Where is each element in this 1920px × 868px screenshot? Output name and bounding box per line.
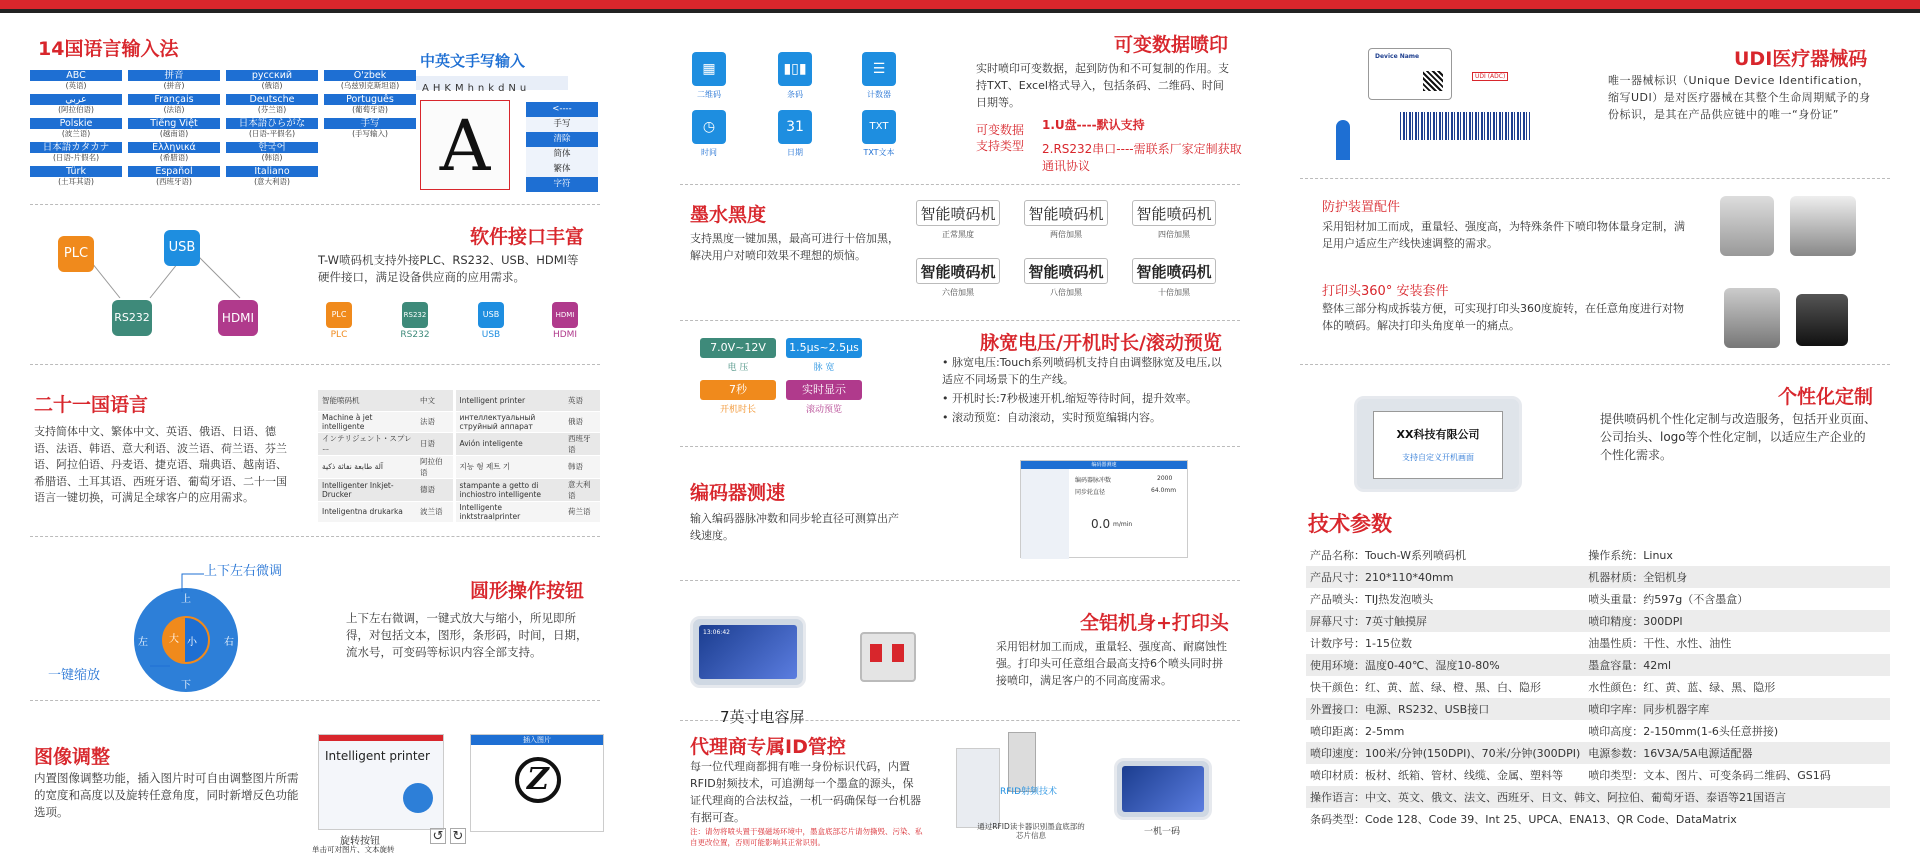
lang-desc: (土耳其语) (58, 177, 94, 186)
one-code-label: 一机一码 (1144, 827, 1181, 837)
spec-row (1306, 654, 1890, 676)
encoder-title: 编码器测速 (690, 482, 786, 504)
port-usb-label: USB (481, 330, 501, 340)
table-cell: 智能喷码机 (318, 390, 416, 411)
icon-label: 计数器 (867, 90, 891, 99)
variable-title: 可变数据喷印 (1114, 34, 1229, 56)
ink-level-label: 四倍加黑 (1158, 230, 1190, 239)
clock-icon: ◷ (692, 110, 726, 144)
lang-desc: (法语) (163, 105, 185, 114)
handwriting-letter: A (439, 105, 491, 187)
lang-name: O'zbek (324, 70, 416, 81)
ink-sample: 智能喷码机 (916, 200, 1000, 226)
handwriting-button[interactable]: <---- (526, 102, 598, 117)
qrcode-icon: ▦ (692, 52, 726, 86)
lang-desc: (芬兰语) (257, 105, 287, 114)
aluminum-title: 全铝机身+打印头 (1080, 612, 1229, 634)
spec-cell: 喷印类型：文本、图片、可变条码二维码、GS1码 (1584, 764, 1890, 786)
icon-label: 日期 (787, 148, 803, 157)
lang-name: Deutsche (226, 94, 318, 105)
candidate-key[interactable]: H (432, 83, 441, 94)
lang-name: Tiếng Việt (128, 118, 220, 129)
rotate-label: 旋转按钮 (340, 836, 380, 847)
lang-name: Português (324, 94, 416, 105)
encoder-row2: 同步轮直径 (1075, 489, 1106, 496)
table-cell: 德语 (416, 478, 454, 501)
table-cell: 荷兰语 (564, 501, 600, 522)
table-cell: Intelligente inktstraalprinter (454, 501, 564, 522)
candidate-key[interactable]: d (498, 83, 505, 94)
ink-level-item[interactable] (1132, 200, 1216, 240)
lang-name: русский (226, 70, 318, 81)
udi-device-name: Device Name (1375, 53, 1420, 60)
lang21-table (318, 390, 600, 523)
spec-cell: 操作语言：中文、英文、俄文、法文、西班牙、日文、韩文、阿拉伯、葡萄牙语、泰语等21国语言 (1306, 786, 1890, 808)
encoder-speed: 0.0 (1091, 517, 1111, 531)
table-cell: 意大利语 (564, 478, 600, 501)
spec-cell: 喷印字库：同步机器字库 (1584, 698, 1890, 720)
spec-cell: 墨盒容量：42ml (1584, 654, 1890, 676)
encoder-val1: 2000 (1157, 475, 1173, 482)
node-rs232: RS232 (112, 300, 152, 336)
spec-row (1306, 742, 1890, 764)
lang-item[interactable] (324, 118, 416, 139)
port-plc-icon: PLC (326, 302, 352, 328)
pulse-pill-label: 电 压 (727, 363, 749, 373)
lang-desc: (波兰语) (61, 129, 91, 138)
udi-barcode (1400, 112, 1530, 140)
udi-qr-icon (1423, 71, 1443, 91)
protect-part-image-2 (1790, 196, 1856, 256)
lang-desc: (日语-平假名) (248, 129, 296, 138)
spec-cell: 喷印距离：2-5mm (1306, 720, 1584, 742)
port-hdmi-label: HDMI (552, 330, 578, 340)
ink-level-label: 八倍加黑 (1050, 288, 1082, 297)
table-cell: интеллектуальный струйный аппарат (454, 411, 564, 432)
lang-desc: (阿拉伯语) (58, 105, 94, 114)
lang-item[interactable] (226, 70, 318, 91)
image-text: 内置图像调整功能，插入图片时可自由调整图片所需的宽度和高度以及旋转任意角度，同时新增反色功能选项。 (34, 771, 299, 819)
spec-cell: 屏幕尺寸：7英寸触摸屏 (1306, 610, 1584, 632)
ink-sample: 智能喷码机 (1024, 200, 1108, 226)
ink-level-item[interactable] (1132, 258, 1216, 298)
spec-row (1306, 544, 1890, 566)
table-cell: Intelligenter Inkjet-Drucker (318, 478, 416, 501)
port-hdmi-icon: HDMI (552, 302, 578, 328)
port-rs232-icon: RS232 (402, 302, 428, 328)
spec-row (1306, 720, 1890, 742)
lang-item[interactable] (324, 94, 416, 115)
lang-name: 한국어 (226, 142, 318, 153)
lang-item[interactable] (226, 94, 318, 115)
round-text: 上下左右微调，一键式放大与缩小，所见即所得，对包括文本，图形，条形码，时间，日期，流水号，可变码等标识内容全部支持。 (346, 611, 588, 659)
lang-desc: (西班牙语) (156, 177, 192, 186)
column-right (1300, 20, 1890, 868)
encoder-val2: 64.0mm (1151, 487, 1177, 494)
lang-desc: (手写输入) (352, 129, 388, 138)
insert-image-title: 插入图片 (471, 735, 603, 745)
lang-item[interactable] (226, 166, 318, 187)
spec-row (1306, 632, 1890, 654)
lang-name: 日本語ひらがな (226, 118, 318, 129)
txt-icon: TXT (862, 110, 896, 144)
spec-cell: 产品喷头：TIJ热发泡喷头 (1306, 588, 1584, 610)
spec-cell: 水性颜色：红、黄、蓝、绿、黑、隐形 (1584, 676, 1890, 698)
spec-cell: 产品名称：Touch-W系列喷码机 (1306, 544, 1584, 566)
table-cell: 지능 형 제트 기 (454, 455, 564, 478)
node-plc: PLC (58, 236, 94, 272)
protect-part-image (1720, 196, 1774, 256)
variable-type-label: 可变数据 支持类型 (976, 123, 1025, 153)
lang-name: Italiano (226, 166, 318, 177)
lang-name: عربي (30, 94, 122, 105)
lang-name: Español (128, 166, 220, 177)
ink-level-item[interactable] (1024, 258, 1108, 298)
spec-row (1306, 786, 1890, 808)
lang-name: 日本語カタカナ (30, 142, 122, 153)
table-cell: 波兰语 (416, 501, 454, 522)
id-note: 注：请勿将喷头置于强磁场环境中，墨盒底部芯片请勿撕毁、污染、私自更改位置，否则可能影响其正常识别。 (690, 827, 923, 847)
pulse-bullet: • 开机时长:7秒极速开机,缩短等待时间，提升效率。 (942, 392, 1198, 405)
ink-sample: 智能喷码机 (1132, 200, 1216, 226)
image-printer-text: Intelligent printer (325, 749, 430, 763)
spec-cell: 喷头重量：约597g（不含墨盒） (1584, 588, 1890, 610)
encoder-row1: 编码器脉冲数 (1075, 477, 1112, 484)
handwriting-button[interactable]: 简体 (526, 147, 598, 162)
handwriting-pad[interactable] (420, 100, 510, 190)
icon-label: TXT文本 (863, 148, 895, 157)
table-cell: 法语 (416, 411, 454, 432)
interface-text: T-W喷码机支持外接PLC、RS232、USB、HDMI等硬件接口，满足设备供应商的应用需求。 (318, 253, 579, 284)
zoom-out-button[interactable]: 小 (187, 637, 197, 648)
spec-cell: 喷印精度：300DPI (1584, 610, 1890, 632)
screen-label: 7英寸电容屏 (720, 708, 805, 726)
table-cell: 西班牙语 (564, 432, 600, 455)
lang-desc: (葡萄牙语) (352, 105, 388, 114)
spec-row (1306, 588, 1890, 610)
lang-input-title: 14国语言输入法 (38, 38, 179, 60)
id-text: 每一位代理商都拥有唯一身份标识代码，内置RFID射频技术，可追溯每一个墨盒的源头，保证代理商的合法权益，一机一码确保每一台机器有据可查。 (690, 760, 921, 824)
lang-name: Türk (30, 166, 122, 177)
lang-name: Ελληνικά (128, 142, 220, 153)
spec-table (1306, 544, 1890, 830)
ink-level-label: 两倍加黑 (1050, 230, 1082, 239)
round-label-zoom: 一键缩放 (48, 668, 101, 683)
custom-company: XX科技有限公司 (1396, 428, 1480, 441)
handwriting-title: 中英文手写输入 (420, 52, 526, 70)
spec-row (1306, 610, 1890, 632)
lang-item[interactable] (30, 94, 122, 115)
icon-label: 二维码 (697, 90, 721, 99)
table-row (318, 390, 600, 411)
barcode-icon: ▮▯▮ (778, 52, 812, 86)
rfid-label: RFID射频技术 (1000, 787, 1058, 797)
lang-item[interactable] (128, 94, 220, 115)
pulse-pill-label: 开机时长 (719, 405, 756, 415)
ink-sample: 智能喷码机 (1024, 258, 1108, 284)
head-kit-title: 打印头360° 安装套件 (1322, 284, 1449, 299)
spec-cell: 使用环境：温度0-40℃、湿度10-80% (1306, 654, 1584, 676)
lang-desc: (乌兹别克斯坦语) (340, 81, 400, 90)
lang-item[interactable] (30, 70, 122, 91)
lang-desc: (韩语) (261, 153, 283, 162)
table-cell: インテリジェント・スプレー (318, 432, 416, 455)
pulse-title: 脉宽电压/开机时长/滚动预览 (980, 332, 1222, 354)
variable-type-1: 1.U盘----默认支持 (1042, 118, 1145, 132)
lang-desc: (英语) (65, 81, 87, 90)
port-usb-icon: USB (478, 302, 504, 328)
udi-title: UDI医疗器械码 (1734, 48, 1868, 70)
printhead-image (860, 632, 916, 682)
lang-desc: (日语-片假名) (52, 153, 100, 162)
table-cell: 韩语 (564, 455, 600, 478)
spec-cell: 条码类型：Code 128、Code 39、Int 25、UPCA、ENA13、QR Code、DataMatrix (1306, 808, 1890, 830)
table-cell: Machine à jet intelligente (318, 411, 416, 432)
device-one-code (1114, 758, 1212, 820)
table-cell: Inteligentna drukarka (318, 501, 416, 522)
head-kit-text: 整体三部分构成拆装方便，可实现打印头360度旋转，在任意角度进行对物体的喷码。解决打印头角度单一的痛点。 (1322, 302, 1684, 332)
spec-row (1306, 676, 1890, 698)
pulse-list (942, 354, 1232, 428)
table-cell: آلة طابعة نفاثة ذكية (318, 455, 416, 478)
table-row (318, 501, 600, 522)
ink-level-label: 六倍加黑 (942, 288, 974, 297)
udi-text: 唯一器械标识（Unique Device Identification，缩写UDI）是对医疗器械在其整个生命周期赋予的身份标识，是其在产品供应链中的唯一“身份证” (1608, 74, 1871, 121)
ink-level-item[interactable] (1024, 200, 1108, 240)
lang-desc: (俄语) (261, 81, 283, 90)
device-time: 13:06:42 (703, 629, 730, 636)
ink-level-item[interactable] (916, 200, 1000, 240)
spec-title: 技术参数 (1308, 512, 1392, 536)
head-kit-image-2 (1796, 294, 1848, 346)
encoder-screen-title: 编码器测速 (1021, 461, 1187, 469)
mini-dial (403, 783, 433, 813)
ink-level-item[interactable] (916, 258, 1000, 298)
candidate-key[interactable]: N (508, 83, 516, 94)
spec-cell: 油墨性质：干性、水性、油性 (1584, 632, 1890, 654)
table-row (318, 432, 600, 455)
table-cell: 中文 (416, 390, 454, 411)
icon-label: 时间 (701, 148, 717, 157)
rotate-sub: 单击可对图片、文本旋转 (312, 845, 395, 854)
port-rs232-label: RS232 (400, 330, 430, 340)
lang-item[interactable] (30, 118, 122, 139)
handwriting-candidates (416, 76, 568, 94)
ink-title: 墨水黑度 (690, 204, 767, 226)
lang-name: Polskie (30, 118, 122, 129)
custom-sub: 支持自定义开机画面 (1402, 453, 1474, 462)
protect-title: 防护装置配件 (1322, 200, 1401, 215)
candidate-key[interactable]: M (454, 83, 464, 94)
image-editor-screen (318, 734, 444, 830)
spec-cell: 操作系统：Linux (1584, 544, 1890, 566)
variable-type-2: 2.RS232串口----需联系厂家定制获取通讯协议 (1042, 142, 1242, 173)
lang-desc: (意大利语) (254, 177, 290, 186)
handwriting-button[interactable]: 字符 (526, 177, 598, 192)
spec-row (1306, 808, 1890, 830)
column-middle (680, 20, 1240, 868)
spec-cell: 快干颜色：红、黄、蓝、绿、橙、黑、白、隐形 (1306, 676, 1584, 698)
handwriting-button[interactable]: 繁体 (526, 162, 598, 177)
spec-row (1306, 764, 1890, 786)
dial-left[interactable]: 左 (138, 637, 148, 648)
lang-item[interactable] (30, 166, 122, 187)
dial-down[interactable]: 下 (181, 680, 191, 691)
rfid-device (956, 748, 1000, 828)
column-left (30, 20, 600, 868)
lang-item[interactable] (226, 142, 318, 163)
rotate-right-icon[interactable]: ↻ (450, 828, 466, 844)
table-row (318, 455, 600, 478)
table-cell: Avión inteligente (454, 432, 564, 455)
pulse-pill-label: 滚动预览 (805, 405, 842, 415)
spec-row (1306, 698, 1890, 720)
pulse-pill-label: 脉 宽 (813, 363, 835, 373)
round-label-adjust: 上下左右微调 (204, 564, 283, 579)
icon-label: 条码 (787, 90, 803, 99)
top-black-bar (0, 9, 1920, 13)
spec-cell: 喷印材质：板材、纸箱、管材、线缆、金属、塑料等 (1306, 764, 1584, 786)
ink-sample: 智能喷码机 (1132, 258, 1216, 284)
image-title: 图像调整 (34, 746, 111, 768)
protect-text: 采用铝材加工而成，重量轻、强度高，为特殊条件下喷印物体量身定制，满足用户适应生产线快速调整的需求。 (1322, 220, 1685, 250)
counter-icon: ☰ (862, 52, 896, 86)
lang-item[interactable] (128, 166, 220, 187)
lang-desc: (越南语) (159, 129, 189, 138)
spec-cell: 产品尺寸：210*110*40mm (1306, 566, 1584, 588)
variable-text: 实时喷印可变数据，起到防伪和不可复制的作用。支持TXT、Excel格式导入，包括条码、二维码、时间日期等。 (976, 62, 1229, 109)
ink-cartridge (1008, 732, 1036, 792)
table-cell: stampante a getto di inchiostro intelligente (454, 478, 564, 501)
udi-label-card (1368, 48, 1452, 100)
pulse-bullet: • 滚动预览：自动滚动，实时预览编辑内容。 (942, 411, 1161, 424)
spec-cell: 电源参数：16V3A/5A电源适配器 (1584, 742, 1890, 764)
node-usb: USB (164, 230, 200, 266)
table-cell: 阿拉伯语 (416, 455, 454, 478)
lang-name: ABC (30, 70, 122, 81)
zoom-in-button[interactable]: 大 (163, 618, 185, 662)
spec-cell: 机器材质：全铝机身 (1584, 566, 1890, 588)
pulse-pill: 7秒 (700, 380, 776, 400)
lang-name: Français (128, 94, 220, 105)
person-icon (1336, 120, 1350, 160)
dial-right[interactable]: 右 (224, 637, 234, 648)
candidate-key[interactable]: h (467, 83, 474, 94)
spec-cell: 外置接口：电源、RS232、USB接口 (1306, 698, 1584, 720)
ink-sample: 智能喷码机 (916, 258, 1000, 284)
logo-z-icon: Z (515, 757, 561, 803)
udi-adc: UDI (ADC) (1472, 72, 1508, 81)
lang-name: 拼音 (128, 70, 220, 81)
top-red-bar (0, 0, 1920, 9)
rotate-left-icon[interactable]: ↺ (430, 828, 446, 844)
lang-item[interactable] (128, 118, 220, 139)
dial-up[interactable]: 上 (181, 594, 191, 605)
spec-row (1306, 566, 1890, 588)
pulse-pill: 实时显示 (786, 380, 862, 400)
lang-item[interactable] (324, 70, 416, 91)
insert-image-panel (470, 734, 604, 832)
lang-item[interactable] (128, 142, 220, 163)
lang-desc: (希腊语) (159, 153, 189, 162)
id-title: 代理商专属ID管控 (690, 736, 846, 758)
candidate-key[interactable]: k (488, 83, 495, 94)
node-hdmi: HDMI (218, 300, 258, 336)
calendar-icon: 31 (778, 110, 812, 144)
lang-name: 手写 (324, 118, 416, 129)
table-row (318, 411, 600, 432)
table-cell: 俄语 (564, 411, 600, 432)
head-kit-image (1724, 288, 1780, 348)
lang-item[interactable] (226, 118, 318, 139)
interface-title: 软件接口丰富 (470, 226, 585, 248)
handwriting-button[interactable]: 手写 (526, 117, 598, 132)
candidate-key[interactable]: u (519, 83, 527, 94)
lang21-title: 二十一国语言 (34, 394, 149, 416)
spec-cell: 计数序号：1-15位数 (1306, 632, 1584, 654)
table-cell: Intelligent printer (454, 390, 564, 411)
ink-level-label: 正常黑度 (942, 230, 974, 239)
table-cell: 英语 (564, 390, 600, 411)
port-plc-label: PLC (330, 330, 348, 340)
handwriting-button[interactable]: 清除 (526, 132, 598, 147)
lang-desc: (拼音) (163, 81, 185, 90)
custom-device (1354, 396, 1522, 492)
spec-cell: 喷印高度：2-150mm(1-6头任意拼接) (1584, 720, 1890, 742)
encoder-text: 输入编码器脉冲数和同步轮直径可测算出产线速度。 (690, 512, 899, 542)
table-cell: 日语 (416, 432, 454, 455)
lang-item[interactable] (128, 70, 220, 91)
custom-text: 提供喷码机个性化定制与改造服务，包括开业页面、公司抬头、logo等个性化定制，以适应生产企业的个性化需求。 (1600, 412, 1877, 462)
aluminum-text: 采用铝材加工而成，重量轻、强度高、耐腐蚀性强。打印头可任意组合最高支持6个喷头同时拼接喷印，满足客户的不同高度需求。 (996, 640, 1227, 687)
ink-text: 支持黑度一键加黑，最高可进行十倍加黑，解决用户对喷印效果不理想的烦恼。 (690, 232, 899, 262)
table-row (318, 478, 600, 501)
candidate-key[interactable]: n (477, 83, 485, 94)
candidate-key[interactable]: K (444, 83, 451, 94)
rfid-reader-label: 通过RFID读卡器识别墨盒底部的芯片信息 (977, 822, 1085, 840)
ink-level-label: 十倍加黑 (1158, 288, 1190, 297)
encoder-screen (1020, 460, 1188, 558)
pulse-pill: 7.0V~12V (700, 338, 776, 358)
device-7inch (690, 616, 806, 688)
encoder-unit: m/min (1113, 521, 1133, 528)
custom-title: 个性化定制 (1778, 386, 1874, 408)
pulse-pill: 1.5μs~2.5μs (786, 338, 862, 358)
round-title: 圆形操作按钮 (470, 580, 585, 602)
candidate-key[interactable]: A (422, 83, 429, 94)
spec-cell: 喷印速度：100米/分钟(150DPI)、70米/分钟(300DPI) (1306, 742, 1584, 764)
lang-item[interactable] (30, 142, 122, 163)
pulse-bullet: • 脉宽电压:Touch系列喷码机支持自由调整脉宽及电压,以适应不同场景下的生产线。 (942, 356, 1222, 386)
lang21-text: 支持简体中文、繁体中文、英语、俄语、日语、德语、法语、韩语、意大利语、波兰语、荷兰语、芬兰语、阿拉伯语、丹麦语、捷克语、瑞典语、越南语、希腊语、土耳其语、西班牙语、葡萄牙语、二十一国语言一键切换，可满足全球客户的应用需求。 (34, 425, 287, 504)
